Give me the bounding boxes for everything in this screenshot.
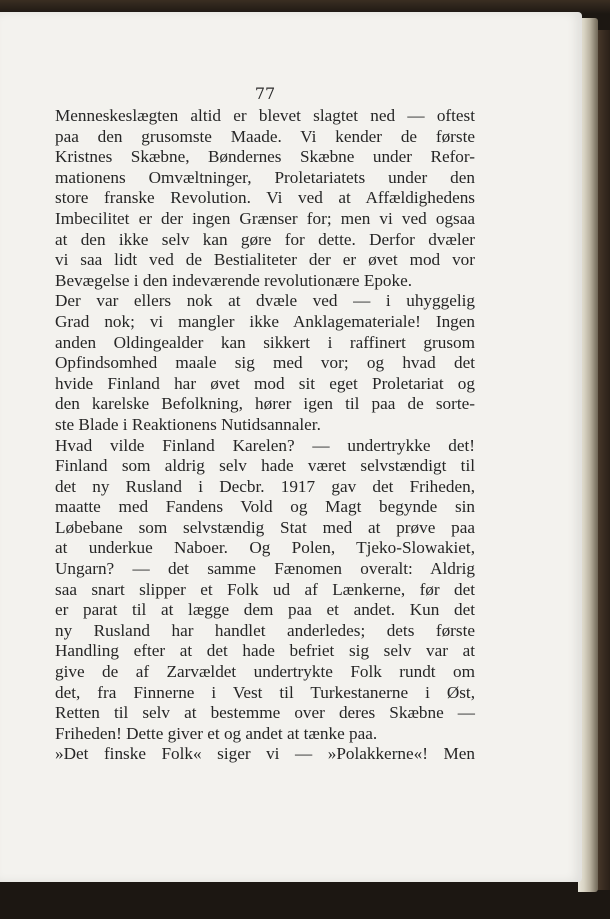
body-text — [55, 106, 475, 765]
text-line: den karelske Befolkning, hører igen til paa de sorte- — [55, 394, 475, 414]
text-line: Grad nok; vi mangler ikke Anklagemateriale! Ingen — [55, 311, 475, 331]
text-line: store franske Revolution. Vi ved at Affældighedens — [55, 188, 475, 208]
text-line: maatte med Fandens Vold og Magt begynde sin — [55, 497, 475, 517]
text-line: at underkue Naboer. Og Polen, Tjeko-Slowakiet, — [55, 538, 475, 558]
text-line: Opfindsomhed maale sig med vor; og hvad det — [55, 353, 475, 373]
text-line: det, fra Finnerne i Vest til Turkestanerne i Øst, — [55, 682, 475, 702]
text-line: ny Rusland har handlet anderledes; dets første — [55, 620, 475, 640]
text-line: ste Blade i Reaktionens Nutidsannaler. — [55, 414, 321, 434]
text-line: hvide Finland har øvet mod sit eget Proletariat og — [55, 373, 475, 393]
text-line: Der var ellers nok at dvæle ved — i uhyggelig — [55, 291, 475, 311]
text-line: saa snart slipper et Folk ud af Lænkerne, før det — [55, 579, 475, 599]
text-line: Hvad vilde Finland Karelen? — undertrykke det! — [55, 435, 475, 455]
text-line: det ny Rusland i Decbr. 1917 gav det Friheden, — [55, 476, 475, 496]
text-line: Handling efter at det hade befriet sig selv var at — [55, 641, 475, 661]
book-edge — [596, 30, 610, 890]
text-line: Friheden! Dette giver et og andet at tænke paa. — [55, 723, 378, 743]
text-line: Retten til selv at bestemme over deres Skæbne — — [55, 703, 475, 723]
page-number: 77 — [254, 84, 276, 103]
text-line: vi saa lidt ved de Bestialiteter der er øvet mod vor — [55, 250, 475, 270]
text-line: mationens Omvæltninger, Proletariatets under den — [55, 167, 475, 187]
text-line: »Det finske Folk« siger vi — »Polakkerne«! Men — [55, 744, 475, 764]
text-line: anden Oldingealder kan sikkert i raffinert grusom — [55, 332, 475, 352]
text-line: Løbebane som selvstændig Stat med at prøve paa — [55, 517, 475, 537]
text-line: er parat til at lægge dem paa et andet. Kun det — [55, 600, 475, 620]
text-line: Bevægelse i den indeværende revolutionære Epoke. — [55, 270, 413, 290]
text-line: paa den grusomste Maade. Vi kender de første — [55, 126, 475, 146]
text-line: Menneskeslægten altid er blevet slagtet ned — oftest — [55, 106, 475, 125]
text-line: give de af Zarvældet undertrykte Folk rundt om — [55, 662, 475, 682]
text-line: at den ikke selv kan gøre for dette. Derfor dvæler — [55, 229, 475, 249]
text-line: Finland som aldrig selv hade været selvstændigt til — [55, 456, 475, 476]
text-line: Kristnes Skæbne, Bøndernes Skæbne under Refor- — [55, 147, 475, 167]
text-line: Ungarn? — det samme Fænomen overalt: Aldrig — [55, 559, 475, 579]
text-line: Imbecilitet er der ingen Grænser for; men vi ved ogsaa — [55, 208, 475, 228]
